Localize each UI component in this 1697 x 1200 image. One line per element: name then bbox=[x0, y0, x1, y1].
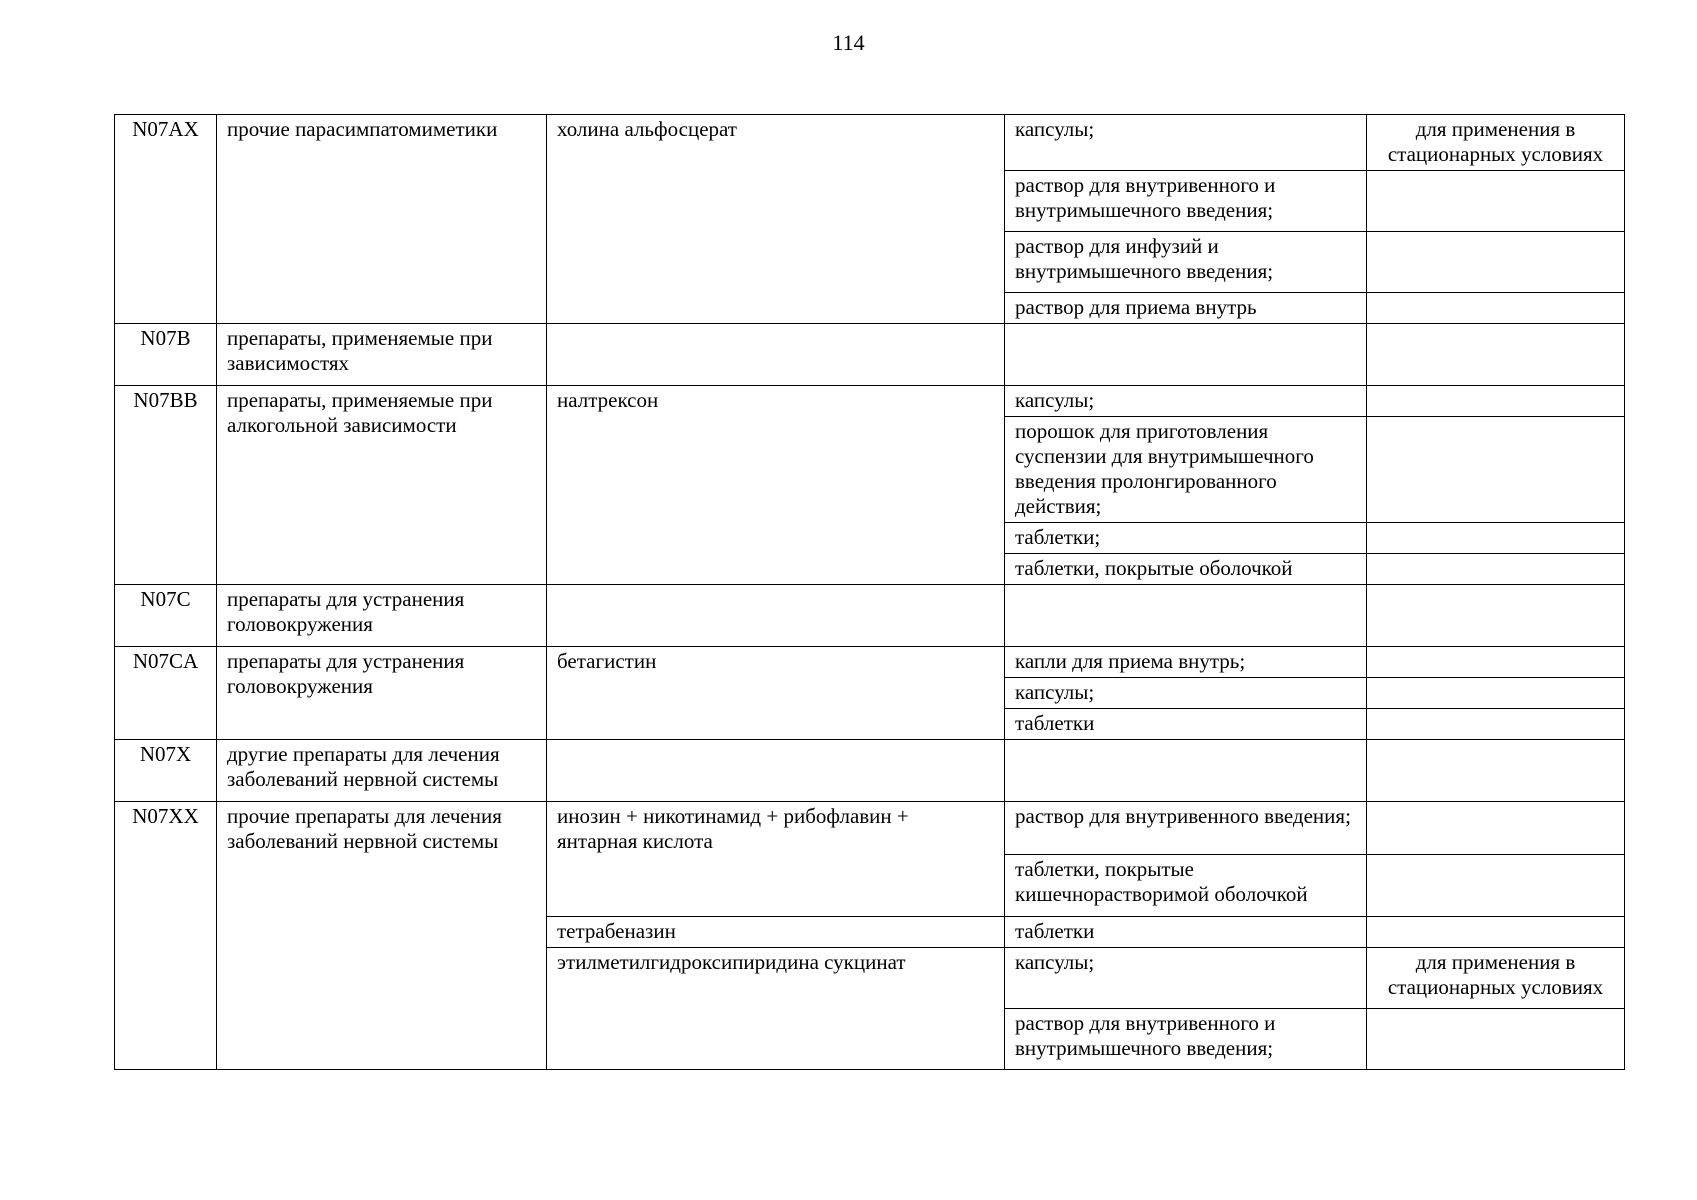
table-row bbox=[115, 324, 1625, 386]
dosage-form: раствор для внутривенного и внутримышечного введения; bbox=[1005, 171, 1367, 232]
dosage-form: таблетки bbox=[1005, 709, 1367, 740]
atc-group: прочие парасимпатомиметики bbox=[217, 115, 547, 324]
dosage-form: капли для приема внутрь; bbox=[1005, 647, 1367, 678]
table-row bbox=[115, 647, 1625, 678]
atc-code: N07X bbox=[115, 740, 217, 802]
usage-note-empty bbox=[1367, 585, 1625, 647]
atc-code: N07B bbox=[115, 324, 217, 386]
usage-note-empty bbox=[1367, 802, 1625, 855]
dosage-form: раствор для внутривенного введения; bbox=[1005, 802, 1367, 855]
drug-name: бетагистин bbox=[547, 647, 1005, 740]
table-row bbox=[115, 585, 1625, 647]
usage-note-empty bbox=[1367, 917, 1625, 948]
usage-note-empty bbox=[1367, 293, 1625, 324]
atc-group: препараты, применяемые при алкогольной зависимости bbox=[217, 386, 547, 585]
usage-note-empty bbox=[1367, 386, 1625, 417]
drug-name-empty bbox=[547, 324, 1005, 386]
usage-note: для применения в стационарных условиях bbox=[1367, 948, 1625, 1009]
usage-note: для применения в стационарных условиях bbox=[1367, 115, 1625, 171]
dosage-form: порошок для приготовления суспензии для внутримышечного введения пролонгированного действия; bbox=[1005, 417, 1367, 523]
usage-note-empty bbox=[1367, 417, 1625, 523]
dosage-form: таблетки bbox=[1005, 917, 1367, 948]
usage-note-empty bbox=[1367, 171, 1625, 232]
atc-group: препараты, применяемые при зависимостях bbox=[217, 324, 547, 386]
drug-name: тетрабеназин bbox=[547, 917, 1005, 948]
atc-group: другие препараты для лечения заболеваний нервной системы bbox=[217, 740, 547, 802]
dosage-form: капсулы; bbox=[1005, 678, 1367, 709]
drug-name: этилметилгидроксипиридина сукцинат bbox=[547, 948, 1005, 1070]
dosage-form-empty bbox=[1005, 585, 1367, 647]
table-row bbox=[115, 740, 1625, 802]
usage-note-empty bbox=[1367, 855, 1625, 917]
dosage-form: таблетки, покрытые кишечнорастворимой оболочкой bbox=[1005, 855, 1367, 917]
atc-code: N07C bbox=[115, 585, 217, 647]
usage-note-empty bbox=[1367, 554, 1625, 585]
usage-note-empty bbox=[1367, 1009, 1625, 1070]
usage-note-empty bbox=[1367, 678, 1625, 709]
dosage-form: капсулы; bbox=[1005, 386, 1367, 417]
dosage-form: капсулы; bbox=[1005, 115, 1367, 171]
drug-name: инозин + никотинамид + рибофлавин + янтарная кислота bbox=[547, 802, 1005, 917]
page-number: 114 bbox=[832, 30, 865, 55]
atc-group: прочие препараты для лечения заболеваний нервной системы bbox=[217, 802, 547, 1070]
drug-name-empty bbox=[547, 585, 1005, 647]
atc-group: препараты для устранения головокружения bbox=[217, 647, 547, 740]
usage-note-empty bbox=[1367, 740, 1625, 802]
atc-code: N07XX bbox=[115, 802, 217, 1070]
dosage-form: раствор для внутривенного и внутримышечного введения; bbox=[1005, 1009, 1367, 1070]
table-row bbox=[115, 386, 1625, 417]
usage-note-empty bbox=[1367, 523, 1625, 554]
table-row bbox=[115, 802, 1625, 855]
drug-name-empty bbox=[547, 740, 1005, 802]
atc-group: препараты для устранения головокружения bbox=[217, 585, 547, 647]
table-row bbox=[115, 115, 1625, 171]
dosage-form: таблетки, покрытые оболочкой bbox=[1005, 554, 1367, 585]
dosage-form-empty bbox=[1005, 740, 1367, 802]
dosage-form: таблетки; bbox=[1005, 523, 1367, 554]
atc-code: N07CA bbox=[115, 647, 217, 740]
usage-note-empty bbox=[1367, 232, 1625, 293]
atc-code: N07AX bbox=[115, 115, 217, 324]
dosage-form: капсулы; bbox=[1005, 948, 1367, 1009]
usage-note-empty bbox=[1367, 324, 1625, 386]
drug-table bbox=[114, 114, 1625, 1070]
usage-note-empty bbox=[1367, 647, 1625, 678]
dosage-form: раствор для инфузий и внутримышечного введения; bbox=[1005, 232, 1367, 293]
usage-note-empty bbox=[1367, 709, 1625, 740]
drug-name: холина альфосцерат bbox=[547, 115, 1005, 324]
drug-name: налтрексон bbox=[547, 386, 1005, 585]
dosage-form: раствор для приема внутрь bbox=[1005, 293, 1367, 324]
dosage-form-empty bbox=[1005, 324, 1367, 386]
atc-code: N07BB bbox=[115, 386, 217, 585]
